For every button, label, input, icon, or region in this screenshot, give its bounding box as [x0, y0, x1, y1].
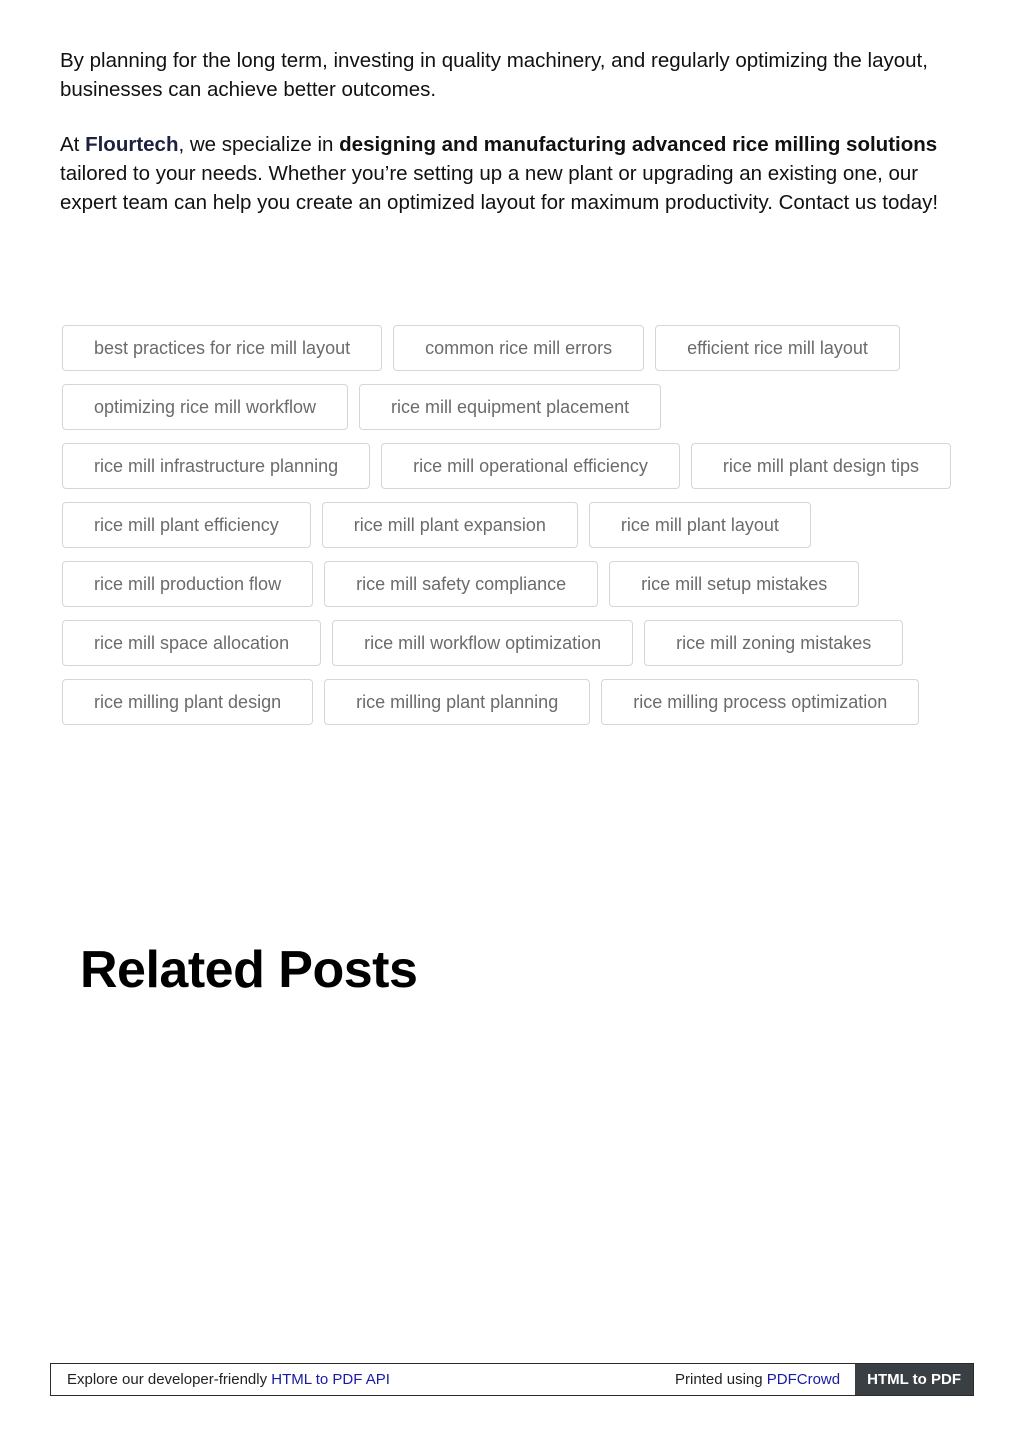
tag-link[interactable]: rice milling plant design	[62, 679, 313, 725]
tag-link[interactable]: rice mill infrastructure planning	[62, 443, 370, 489]
pdfcrowd-link[interactable]: PDFCrowd	[766, 1371, 841, 1388]
tag-link[interactable]: rice mill equipment placement	[359, 384, 661, 430]
html-to-pdf-api-link[interactable]: HTML to PDF API	[271, 1371, 390, 1388]
tag-link[interactable]: rice mill zoning mistakes	[644, 620, 903, 666]
tag-link[interactable]: rice mill operational efficiency	[381, 443, 680, 489]
contact-middle: , we specialize in	[178, 133, 340, 156]
tag-link[interactable]: rice milling process optimization	[601, 679, 919, 725]
contact-suffix: tailored to your needs. Whether you’re setting up a new plant or upgrading an existing one, our expert team can help you create an optimized layout for maximum productivity. Contact us today!	[60, 162, 939, 214]
tag-link[interactable]: rice mill plant expansion	[322, 502, 578, 548]
footer-left-text: Explore our developer-friendly	[67, 1371, 272, 1388]
tag-link[interactable]: rice mill workflow optimization	[332, 620, 633, 666]
tag-link[interactable]: best practices for rice mill layout	[62, 325, 382, 371]
tag-link[interactable]: efficient rice mill layout	[655, 325, 900, 371]
related-posts-heading: Related Posts	[80, 941, 418, 999]
footer-right	[675, 1371, 855, 1388]
closing-paragraph: By planning for the long term, investing in quality machinery, and regularly optimizing the layout, businesses can achieve better outcomes.	[60, 49, 928, 101]
tag-link[interactable]: rice mill production flow	[62, 561, 313, 607]
contact-paragraph	[60, 130, 960, 217]
footer-left	[51, 1371, 675, 1388]
flourtech-link[interactable]: Flourtech	[85, 133, 179, 156]
tag-link[interactable]: rice mill space allocation	[62, 620, 321, 666]
tag-link[interactable]: common rice mill errors	[393, 325, 644, 371]
contact-bold-text: designing and manufacturing advanced rice milling solutions	[339, 133, 938, 156]
footer-right-text: Printed using	[675, 1371, 767, 1388]
tag-link[interactable]: rice mill setup mistakes	[609, 561, 859, 607]
article-body	[60, 46, 960, 243]
tag-link[interactable]: rice mill safety compliance	[324, 561, 598, 607]
tag-cloud	[62, 325, 962, 725]
tag-link[interactable]: rice mill plant design tips	[691, 443, 951, 489]
contact-prefix: At	[60, 133, 86, 156]
pdfcrowd-footer	[50, 1363, 974, 1396]
html-to-pdf-badge[interactable]: HTML to PDF	[855, 1364, 973, 1395]
tag-link[interactable]: rice mill plant efficiency	[62, 502, 311, 548]
tag-link[interactable]: optimizing rice mill workflow	[62, 384, 348, 430]
tag-link[interactable]: rice milling plant planning	[324, 679, 590, 725]
tag-link[interactable]: rice mill plant layout	[589, 502, 811, 548]
